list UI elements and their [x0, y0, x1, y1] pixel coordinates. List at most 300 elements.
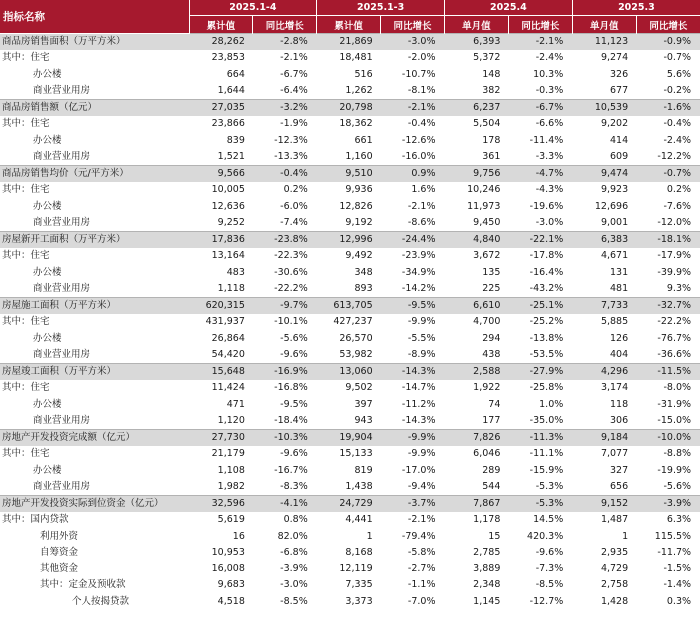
yoy-growth-cell: -39.9% [657, 266, 692, 278]
value-cell: 15,133 [339, 448, 373, 460]
yoy-growth-cell: -7.6% [663, 200, 692, 212]
value-cell: 178 [482, 134, 501, 146]
yoy-growth-cell: -11.3% [508, 430, 572, 447]
yoy-growth-cell: -8.6% [407, 216, 436, 228]
value-cell: 1,982 [217, 480, 245, 492]
table-row [0, 512, 700, 528]
yoy-growth-cell: -12.7% [529, 595, 564, 607]
table-row [0, 413, 700, 430]
indicator-label: 其他资金 [40, 563, 79, 575]
yoy-growth-cell: -2.1% [280, 52, 308, 64]
yoy-growth-cell: -11.7% [657, 546, 692, 558]
yoy-growth-cell: -1.6% [636, 100, 700, 117]
value-cell: 4,441 [345, 514, 373, 526]
indicator-label: 自筹资金 [40, 546, 79, 558]
indicator-label: 其中：住宅 [2, 250, 50, 262]
yoy-growth-cell: -16.4% [529, 266, 564, 278]
value-cell: 544 [482, 480, 501, 492]
yoy-growth-cell: -31.9% [657, 398, 692, 410]
value-cell: 10,539 [572, 100, 636, 117]
indicator-label: 商业营业用房 [33, 282, 91, 294]
value-cell: 21,179 [211, 448, 245, 460]
yoy-growth-cell: -32.7% [636, 298, 700, 315]
value-cell: 6,383 [572, 232, 636, 249]
section-row [0, 364, 700, 381]
yoy-growth-cell: -1.4% [663, 579, 692, 591]
value-cell: 7,077 [600, 448, 629, 460]
value-cell: 404 [610, 348, 629, 360]
indicator-name-header: 指标名称 [0, 0, 189, 34]
value-cell: 4,671 [600, 250, 629, 262]
metric-header: 单月值 [445, 16, 509, 34]
period-header: 2025.1-3 [317, 0, 445, 16]
value-cell: 27,035 [189, 100, 253, 117]
yoy-growth-cell: -2.8% [253, 34, 317, 51]
table-row [0, 199, 700, 215]
yoy-growth-cell: -9.9% [381, 430, 445, 447]
yoy-growth-cell: -11.2% [401, 398, 436, 410]
yoy-growth-cell: -22.2% [657, 316, 692, 328]
yoy-growth-cell: -12.3% [274, 134, 308, 146]
value-cell: 4,840 [445, 232, 509, 249]
yoy-growth-cell: -9.9% [407, 316, 436, 328]
yoy-growth-cell: -0.4% [663, 118, 692, 130]
section-row [0, 298, 700, 315]
yoy-growth-cell: -9.5% [280, 398, 308, 410]
yoy-growth-cell: -3.0% [280, 579, 308, 591]
yoy-growth-cell: 5.6% [666, 68, 692, 80]
indicator-label: 其中：住宅 [2, 316, 50, 328]
value-cell: 26,570 [339, 332, 373, 344]
value-cell: 4,296 [572, 364, 636, 381]
yoy-growth-cell: -9.6% [280, 348, 308, 360]
yoy-growth-cell: -25.8% [529, 382, 564, 394]
value-cell: 427,237 [333, 316, 373, 328]
value-cell: 2,785 [473, 546, 501, 558]
value-cell: 9,001 [600, 216, 629, 228]
value-cell: 656 [610, 480, 629, 492]
table-row [0, 215, 700, 232]
value-cell: 53,982 [339, 348, 373, 360]
value-cell: 3,373 [345, 595, 373, 607]
value-cell: 326 [610, 68, 629, 80]
yoy-growth-cell: -53.5% [529, 348, 564, 360]
value-cell: 294 [482, 332, 501, 344]
indicator-label: 商业营业用房 [33, 480, 91, 492]
value-cell: 10,246 [467, 184, 501, 196]
period-header-row [0, 0, 700, 16]
yoy-growth-cell: -8.9% [407, 348, 436, 360]
value-cell: 414 [610, 134, 629, 146]
value-cell: 11,973 [467, 200, 501, 212]
value-cell: 1,108 [217, 464, 245, 476]
value-cell: 54,420 [211, 348, 245, 360]
indicator-label: 个人按揭贷款 [72, 595, 130, 607]
yoy-growth-cell: 0.3% [666, 595, 692, 607]
value-cell: 2,588 [445, 364, 509, 381]
yoy-growth-cell: -7.3% [535, 563, 564, 575]
metric-header: 累计值 [317, 16, 381, 34]
value-cell: 9,450 [473, 216, 501, 228]
value-cell: 12,636 [211, 200, 245, 212]
yoy-growth-cell: -5.8% [407, 546, 436, 558]
value-cell: 1,428 [600, 595, 629, 607]
yoy-growth-cell: -25.1% [508, 298, 572, 315]
table-row [0, 545, 700, 561]
yoy-growth-cell: -11.4% [529, 134, 564, 146]
yoy-growth-cell: -9.6% [535, 546, 564, 558]
yoy-growth-cell: -3.3% [535, 150, 564, 162]
indicator-label: 其中：住宅 [2, 52, 50, 64]
value-cell: 12,119 [339, 563, 373, 575]
yoy-growth-cell: -9.6% [280, 448, 308, 460]
yoy-growth-cell: -2.4% [663, 134, 692, 146]
value-cell: 13,060 [317, 364, 381, 381]
yoy-growth-cell: -17.0% [401, 464, 436, 476]
value-cell: 18,362 [339, 118, 373, 130]
value-cell: 431,937 [205, 316, 245, 328]
yoy-growth-cell: -0.4% [253, 166, 317, 183]
yoy-growth-cell: -11.1% [529, 448, 564, 460]
yoy-growth-cell: -0.3% [535, 84, 564, 96]
value-cell: 12,996 [317, 232, 381, 249]
value-cell: 126 [610, 332, 629, 344]
indicator-label: 商业营业用房 [33, 414, 91, 426]
yoy-growth-cell: -0.4% [407, 118, 436, 130]
period-header: 2025.1-4 [189, 0, 317, 16]
value-cell: 11,424 [211, 382, 245, 394]
value-cell: 9,566 [189, 166, 253, 183]
value-cell: 438 [482, 348, 501, 360]
yoy-growth-cell: 14.5% [533, 514, 564, 526]
yoy-growth-cell: 1.0% [539, 398, 564, 410]
value-cell: 471 [226, 398, 245, 410]
value-cell: 3,889 [473, 563, 501, 575]
yoy-growth-cell: -9.5% [381, 298, 445, 315]
yoy-growth-cell: -25.2% [529, 316, 564, 328]
yoy-growth-cell: -8.0% [663, 382, 692, 394]
value-cell: 3,174 [600, 382, 629, 394]
value-cell: 28,262 [189, 34, 253, 51]
value-cell: 9,936 [345, 184, 373, 196]
value-cell: 8,168 [345, 546, 373, 558]
table-row [0, 50, 700, 66]
value-cell: 4,700 [473, 316, 501, 328]
yoy-growth-cell: -16.7% [274, 464, 308, 476]
value-cell: 1,160 [345, 150, 373, 162]
yoy-growth-cell: -8.8% [663, 448, 692, 460]
value-cell: 4,518 [217, 595, 245, 607]
yoy-growth-cell: -9.4% [407, 480, 436, 492]
value-cell: 12,696 [594, 200, 629, 212]
yoy-growth-cell: -1.5% [663, 563, 692, 575]
yoy-growth-cell: -10.7% [401, 68, 436, 80]
table-row [0, 479, 700, 496]
yoy-growth-cell: -8.3% [280, 480, 308, 492]
yoy-growth-cell: -0.2% [663, 84, 692, 96]
yoy-growth-cell: -9.7% [253, 298, 317, 315]
table-row [0, 248, 700, 264]
value-cell: 1,438 [345, 480, 373, 492]
indicator-label: 商业营业用房 [33, 348, 91, 360]
value-cell: 17,836 [189, 232, 253, 249]
value-cell: 481 [610, 282, 629, 294]
indicator-label: 商业营业用房 [33, 216, 91, 228]
yoy-growth-cell: -14.2% [401, 282, 436, 294]
indicator-label: 房屋竣工面积（万平方米） [0, 364, 189, 381]
yoy-growth-cell: -2.1% [381, 100, 445, 117]
yoy-growth-cell: -6.8% [280, 546, 308, 558]
metric-header: 单月值 [572, 16, 636, 34]
yoy-growth-cell: -6.4% [280, 84, 308, 96]
yoy-growth-cell: -13.3% [274, 150, 308, 162]
yoy-growth-cell: -3.9% [280, 563, 308, 575]
value-cell: 893 [354, 282, 373, 294]
value-cell: 10,953 [211, 546, 245, 558]
value-cell: 16 [232, 530, 245, 542]
yoy-growth-cell: 10.3% [533, 68, 564, 80]
yoy-growth-cell: -18.1% [636, 232, 700, 249]
value-cell: 1,178 [473, 514, 501, 526]
yoy-growth-cell: -16.8% [274, 382, 308, 394]
yoy-growth-cell: -0.7% [663, 52, 692, 64]
value-cell: 1,118 [217, 282, 245, 294]
indicator-label: 其中：住宅 [2, 382, 50, 394]
table-row [0, 463, 700, 479]
period-header: 2025.3 [572, 0, 700, 16]
value-cell: 13,164 [211, 250, 245, 262]
yoy-growth-cell: -19.9% [657, 464, 692, 476]
yoy-growth-cell: -6.0% [280, 200, 308, 212]
yoy-growth-cell: 0.8% [283, 514, 308, 526]
value-cell: 327 [610, 464, 629, 476]
value-cell: 6,610 [445, 298, 509, 315]
indicator-label: 办公楼 [33, 464, 62, 476]
yoy-growth-cell: -3.0% [381, 34, 445, 51]
table-row [0, 529, 700, 545]
value-cell: 613,705 [317, 298, 381, 315]
value-cell: 9,756 [445, 166, 509, 183]
value-cell: 397 [354, 398, 373, 410]
value-cell: 943 [354, 414, 373, 426]
value-cell: 11,123 [572, 34, 636, 51]
table-row [0, 182, 700, 198]
yoy-growth-cell: -27.9% [508, 364, 572, 381]
value-cell: 348 [354, 266, 373, 278]
table-row [0, 116, 700, 132]
metric-header: 累计值 [189, 16, 253, 34]
yoy-growth-cell: -24.4% [381, 232, 445, 249]
yoy-growth-cell: -7.4% [280, 216, 308, 228]
table-row [0, 397, 700, 413]
yoy-growth-cell: -1.1% [407, 579, 436, 591]
yoy-growth-cell: -15.9% [529, 464, 564, 476]
section-row [0, 166, 700, 183]
yoy-growth-cell: -16.0% [401, 150, 436, 162]
value-cell: 74 [488, 398, 501, 410]
value-cell: 135 [482, 266, 501, 278]
yoy-growth-cell: -15.0% [657, 414, 692, 426]
yoy-growth-cell: 1.6% [411, 184, 436, 196]
yoy-growth-cell: -8.5% [280, 595, 308, 607]
yoy-growth-cell: 115.5% [654, 530, 692, 542]
indicator-label: 办公楼 [33, 68, 62, 80]
yoy-growth-cell: -36.6% [657, 348, 692, 360]
value-cell: 664 [226, 68, 245, 80]
value-cell: 9,252 [217, 216, 245, 228]
yoy-growth-cell: -22.3% [274, 250, 308, 262]
yoy-growth-cell: -22.1% [508, 232, 572, 249]
value-cell: 6,393 [445, 34, 509, 51]
section-row [0, 100, 700, 117]
value-cell: 1,922 [473, 382, 501, 394]
table-row [0, 380, 700, 396]
indicator-label: 利用外资 [40, 530, 79, 542]
indicator-label: 办公楼 [33, 398, 62, 410]
section-row [0, 34, 700, 51]
yoy-growth-cell: -6.6% [535, 118, 564, 130]
table-row [0, 314, 700, 330]
table-row [0, 265, 700, 281]
yoy-growth-cell: -2.0% [407, 52, 436, 64]
value-cell: 27,730 [189, 430, 253, 447]
value-cell: 5,619 [217, 514, 245, 526]
value-cell: 3,672 [473, 250, 501, 262]
value-cell: 24,729 [317, 496, 381, 513]
indicator-label: 其中：住宅 [2, 448, 50, 460]
indicator-label: 其中：国内贷款 [2, 514, 69, 526]
value-cell: 289 [482, 464, 501, 476]
yoy-growth-cell: -1.9% [280, 118, 308, 130]
table-row [0, 577, 700, 593]
value-cell: 16,008 [211, 563, 245, 575]
yoy-growth-cell: 420.3% [527, 530, 564, 542]
table-row [0, 347, 700, 364]
value-cell: 9,202 [600, 118, 629, 130]
yoy-growth-cell: -8.1% [407, 84, 436, 96]
yoy-growth-cell: -10.3% [253, 430, 317, 447]
table-row [0, 149, 700, 166]
value-cell: 382 [482, 84, 501, 96]
value-cell: 21,869 [317, 34, 381, 51]
table-row [0, 331, 700, 347]
yoy-growth-cell: 0.2% [666, 184, 692, 196]
yoy-growth-cell: -14.3% [381, 364, 445, 381]
yoy-growth-cell: -5.3% [535, 480, 564, 492]
yoy-growth-cell: -76.7% [657, 332, 692, 344]
value-cell: 7,867 [445, 496, 509, 513]
yoy-growth-cell: -17.8% [529, 250, 564, 262]
value-cell: 15 [488, 530, 501, 542]
indicator-label: 房屋新开工面积（万平方米） [0, 232, 189, 249]
indicator-label: 商品房销售均价（元/平方米） [0, 166, 189, 183]
value-cell: 4,729 [600, 563, 629, 575]
value-cell: 5,504 [473, 118, 501, 130]
value-cell: 23,853 [211, 52, 245, 64]
yoy-growth-cell: -14.3% [401, 414, 436, 426]
table-row [0, 446, 700, 462]
period-header: 2025.4 [445, 0, 573, 16]
yoy-growth-cell: 0.9% [381, 166, 445, 183]
table-row [0, 133, 700, 149]
section-row [0, 496, 700, 513]
value-cell: 9,923 [600, 184, 629, 196]
indicator-label: 办公楼 [33, 266, 62, 278]
yoy-growth-cell: -2.4% [535, 52, 564, 64]
yoy-growth-cell: -22.2% [274, 282, 308, 294]
yoy-growth-cell: 9.3% [666, 282, 692, 294]
yoy-growth-cell: -2.1% [508, 34, 572, 51]
yoy-growth-cell: -4.1% [253, 496, 317, 513]
value-cell: 15,648 [189, 364, 253, 381]
table-row [0, 67, 700, 83]
value-cell: 609 [610, 150, 629, 162]
table-row [0, 83, 700, 100]
metric-header: 同比增长 [636, 16, 700, 34]
value-cell: 1,521 [217, 150, 245, 162]
yoy-growth-cell: -5.6% [663, 480, 692, 492]
yoy-growth-cell: -7.0% [407, 595, 436, 607]
value-cell: 9,502 [345, 382, 373, 394]
value-cell: 2,758 [600, 579, 629, 591]
value-cell: 7,826 [445, 430, 509, 447]
value-cell: 26,864 [211, 332, 245, 344]
value-cell: 18,481 [339, 52, 373, 64]
yoy-growth-cell: -2.7% [407, 563, 436, 575]
indicator-label: 办公楼 [33, 200, 62, 212]
yoy-growth-cell: -6.7% [508, 100, 572, 117]
yoy-growth-cell: -13.8% [529, 332, 564, 344]
table-row [0, 561, 700, 577]
value-cell: 20,798 [317, 100, 381, 117]
value-cell: 483 [226, 266, 245, 278]
indicator-label: 商业营业用房 [33, 150, 91, 162]
yoy-growth-cell: -2.1% [407, 514, 436, 526]
metric-header: 同比增长 [253, 16, 317, 34]
indicator-label: 其中：定金及预收款 [40, 579, 126, 591]
value-cell: 5,372 [473, 52, 501, 64]
value-cell: 148 [482, 68, 501, 80]
yoy-growth-cell: -12.2% [657, 150, 692, 162]
value-cell: 118 [610, 398, 629, 410]
value-cell: 1 [622, 530, 629, 542]
yoy-growth-cell: -14.7% [401, 382, 436, 394]
table-header [0, 0, 700, 34]
yoy-growth-cell: -30.6% [274, 266, 308, 278]
indicator-label: 办公楼 [33, 134, 62, 146]
yoy-growth-cell: -3.2% [253, 100, 317, 117]
indicator-label: 房屋施工面积（万平方米） [0, 298, 189, 315]
value-cell: 9,474 [572, 166, 636, 183]
value-cell: 9,184 [572, 430, 636, 447]
yoy-growth-cell: -3.0% [535, 216, 564, 228]
indicator-label: 商品房销售额（亿元） [0, 100, 189, 117]
value-cell: 661 [354, 134, 373, 146]
value-cell: 361 [482, 150, 501, 162]
value-cell: 19,904 [317, 430, 381, 447]
value-cell: 177 [482, 414, 501, 426]
yoy-growth-cell: -10.0% [636, 430, 700, 447]
yoy-growth-cell: -5.3% [508, 496, 572, 513]
value-cell: 516 [354, 68, 373, 80]
value-cell: 6,237 [445, 100, 509, 117]
yoy-growth-cell: -4.7% [508, 166, 572, 183]
yoy-growth-cell: -8.5% [535, 579, 564, 591]
value-cell: 32,596 [189, 496, 253, 513]
yoy-growth-cell: -23.9% [401, 250, 436, 262]
yoy-growth-cell: -17.9% [657, 250, 692, 262]
value-cell: 7,335 [345, 579, 373, 591]
